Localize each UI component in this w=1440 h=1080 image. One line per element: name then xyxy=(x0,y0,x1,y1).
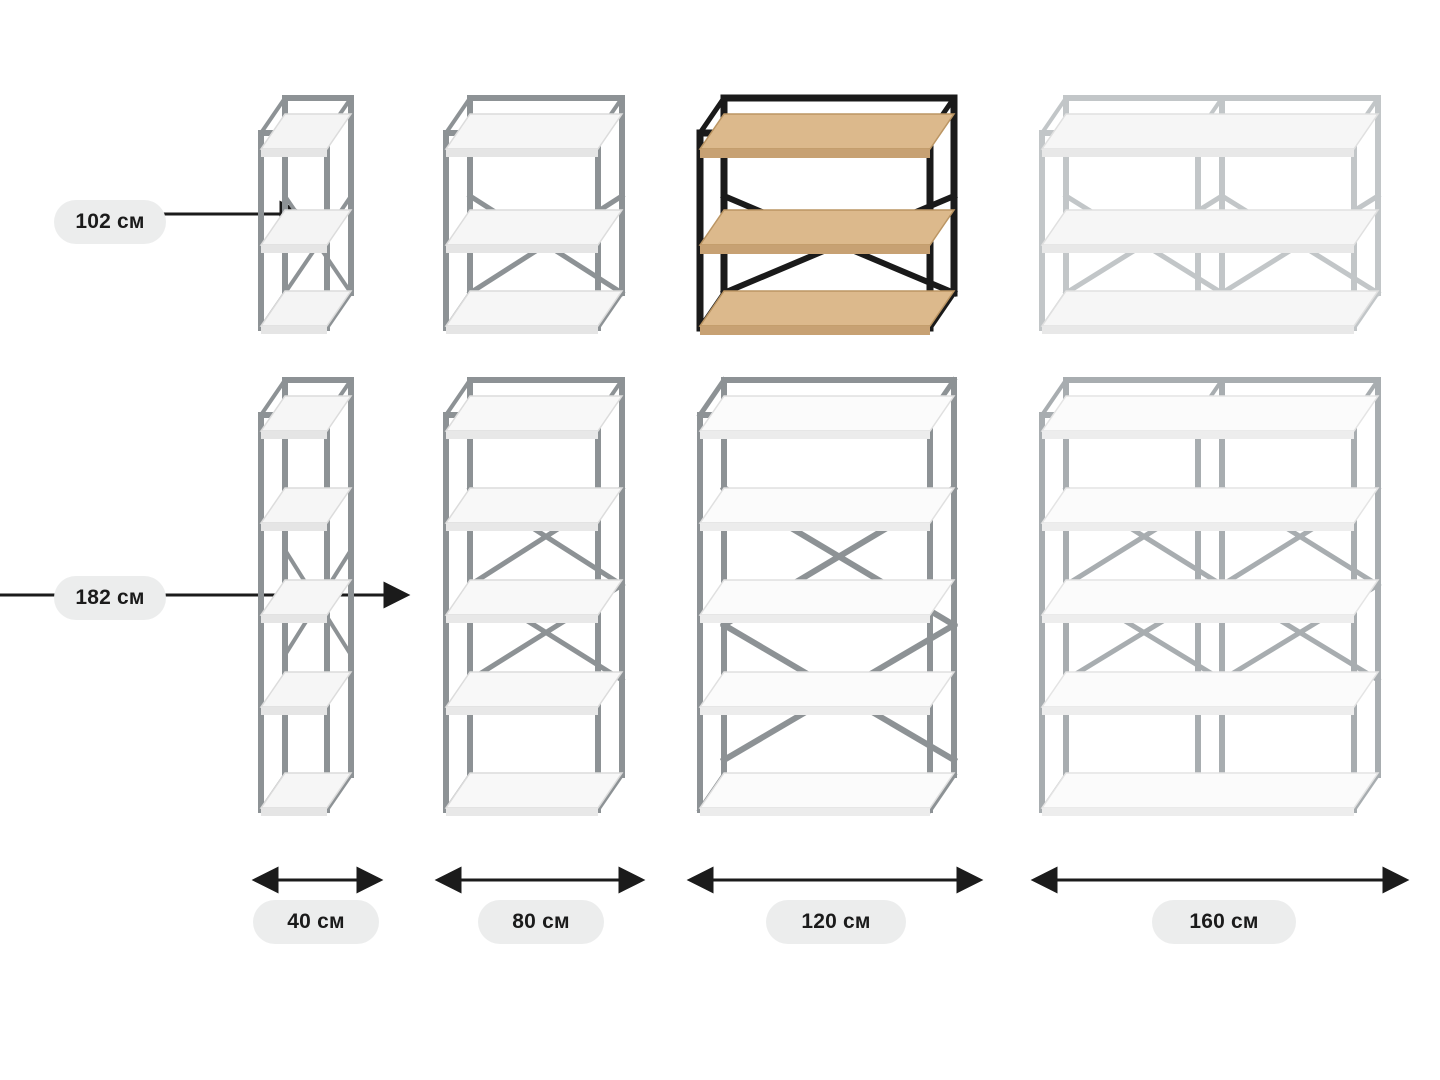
shelf-unit-40-102 xyxy=(247,88,387,338)
shelf-unit-80-182 xyxy=(432,370,652,820)
height-label-102: 102 см xyxy=(54,200,166,244)
width-label-120: 120 см xyxy=(766,900,906,944)
shelf-unit-80-102 xyxy=(432,88,652,338)
width-label-160: 160 см xyxy=(1152,900,1296,944)
shelf-unit-120-182 xyxy=(686,370,986,820)
shelf-unit-160-182 xyxy=(1028,370,1408,820)
width-label-80: 80 см xyxy=(478,900,604,944)
shelf-unit-160-102 xyxy=(1028,88,1408,338)
height-label-182: 182 см xyxy=(54,576,166,620)
width-label-40: 40 см xyxy=(253,900,379,944)
shelf-unit-120-102 xyxy=(686,88,986,338)
shelf-unit-40-182 xyxy=(247,370,387,820)
